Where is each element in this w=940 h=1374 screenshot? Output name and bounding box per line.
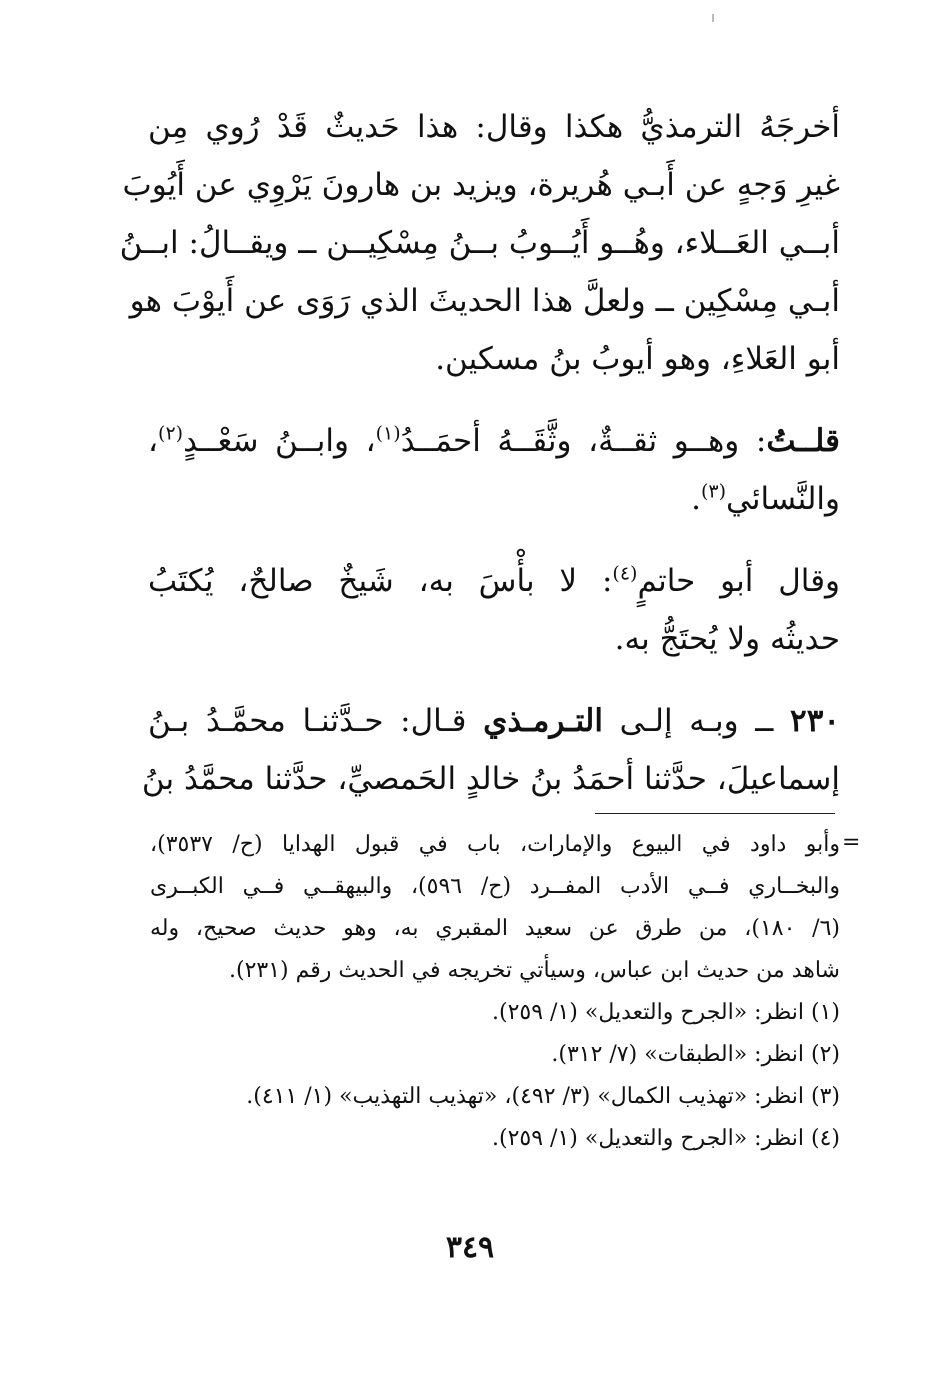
paragraph-1 xyxy=(119,98,840,388)
main-text xyxy=(119,98,840,808)
text-run: : وهــو ثقــةٌ، وثَّقَــهُ أحمَــدُ xyxy=(400,423,767,459)
footnote-ref-4: (٤) xyxy=(612,562,638,585)
text-line xyxy=(148,412,840,470)
text-run: . xyxy=(691,481,701,517)
text-run: ، xyxy=(148,423,159,459)
text-line: غيرِ وَجهٍ عن أَبـي هُريرة، ويزيد بن هارونَ يَرْوِي عن أَيُوبَ xyxy=(122,167,840,203)
text-line: أخرجَهُ الترمذيُّ هكذا وقال: هذا حَديثٌ قَدْ رُوي مِن xyxy=(148,109,840,145)
footnote-1: (١) انظر: «الجرح والتعديل» (١/ ٢٥٩). xyxy=(492,1000,840,1025)
hadith-number: ٢٣٠ xyxy=(790,703,840,739)
paragraph-4 xyxy=(141,692,840,808)
footnote-4: (٤) انظر: «الجرح والتعديل» (١/ ٢٥٩). xyxy=(492,1126,840,1151)
page-number: ٣٤٩ xyxy=(445,1230,495,1265)
continuation-mark: = xyxy=(842,830,861,855)
text-run: : لا بأْسَ به، شَيخٌ صالحٌ، يُكتَبُ xyxy=(148,563,613,599)
text-run: ، وابــنُ سَعْــدٍ xyxy=(183,423,376,459)
footnote-3: (٣) انظر: «تهذيب الكمال» (٣/ ٤٩٢)، «تهذيب التهذيب» (١/ ٤١١). xyxy=(246,1084,840,1109)
text-line xyxy=(148,552,840,610)
text-line: أبو العَلاءِ، وهو أيوبُ بنُ مسكين. xyxy=(435,341,840,377)
text-line: أبــي العَــلاء، وهُــو أَيُــوبُ بــنُ مِسْكِيــن ــ ويقــالُ: ابــنُ xyxy=(119,225,840,261)
bold-name: التـرمـذي xyxy=(483,703,603,739)
footnotes xyxy=(150,824,840,1160)
text-run: والنَّسائي xyxy=(726,481,840,517)
scan-speck xyxy=(712,14,714,22)
text-line: حديثُه ولا يُحتَجُّ به. xyxy=(614,621,840,657)
paragraph-3 xyxy=(148,552,840,668)
footnote-line: والبخــاري فــي الأدب المفــرد (ح/ ٥٩٦)، والبيهقــي فــي الكبــرى xyxy=(150,874,841,899)
footnote-ref-2: (٢) xyxy=(158,422,184,445)
footnote-line: (٦/ ١٨٠)، من طرق عن سعيد المقبري به، وهو حديث صحيح، وله xyxy=(150,916,841,941)
qultu-lead: قلــتُ xyxy=(766,423,840,459)
text-line: أبـي مِسْكِين ــ ولعلَّ هذا الحديثَ الذي رَوَى عن أَيوْبَ هو xyxy=(129,283,840,319)
paragraph-2 xyxy=(148,412,840,528)
text-run: وقال أبو حاتمٍ xyxy=(637,563,840,599)
footnote-ref-1: (١) xyxy=(375,422,401,445)
footnote-2: (٢) انظر: «الطبقات» (٧/ ٣١٢). xyxy=(551,1042,840,1067)
text-line xyxy=(148,692,840,750)
text-line xyxy=(148,470,840,528)
text-run: ــ وبـه إلـى xyxy=(602,703,791,739)
footnote-line: شاهد من حديث ابن عباس، وسيأتي تخريجه في الحديث رقم (٢٣١). xyxy=(228,958,840,983)
footnote-separator xyxy=(595,813,835,814)
text-line: إسماعيلَ، حدَّثنا أحمَدُ بنُ خالدٍ الحَمصيِّ، حدَّثنا محمَّدُ بنُ xyxy=(141,761,840,797)
footnote-line: وأبو داود في البيوع والإمارات، باب في قبول الهدايا (ح/ ٣٥٣٧)، xyxy=(150,832,840,857)
text-run: قـال: حـدَّثنـا محمَّـدُ بـنُ xyxy=(148,703,484,739)
footnote-ref-3: (٣) xyxy=(700,480,727,503)
